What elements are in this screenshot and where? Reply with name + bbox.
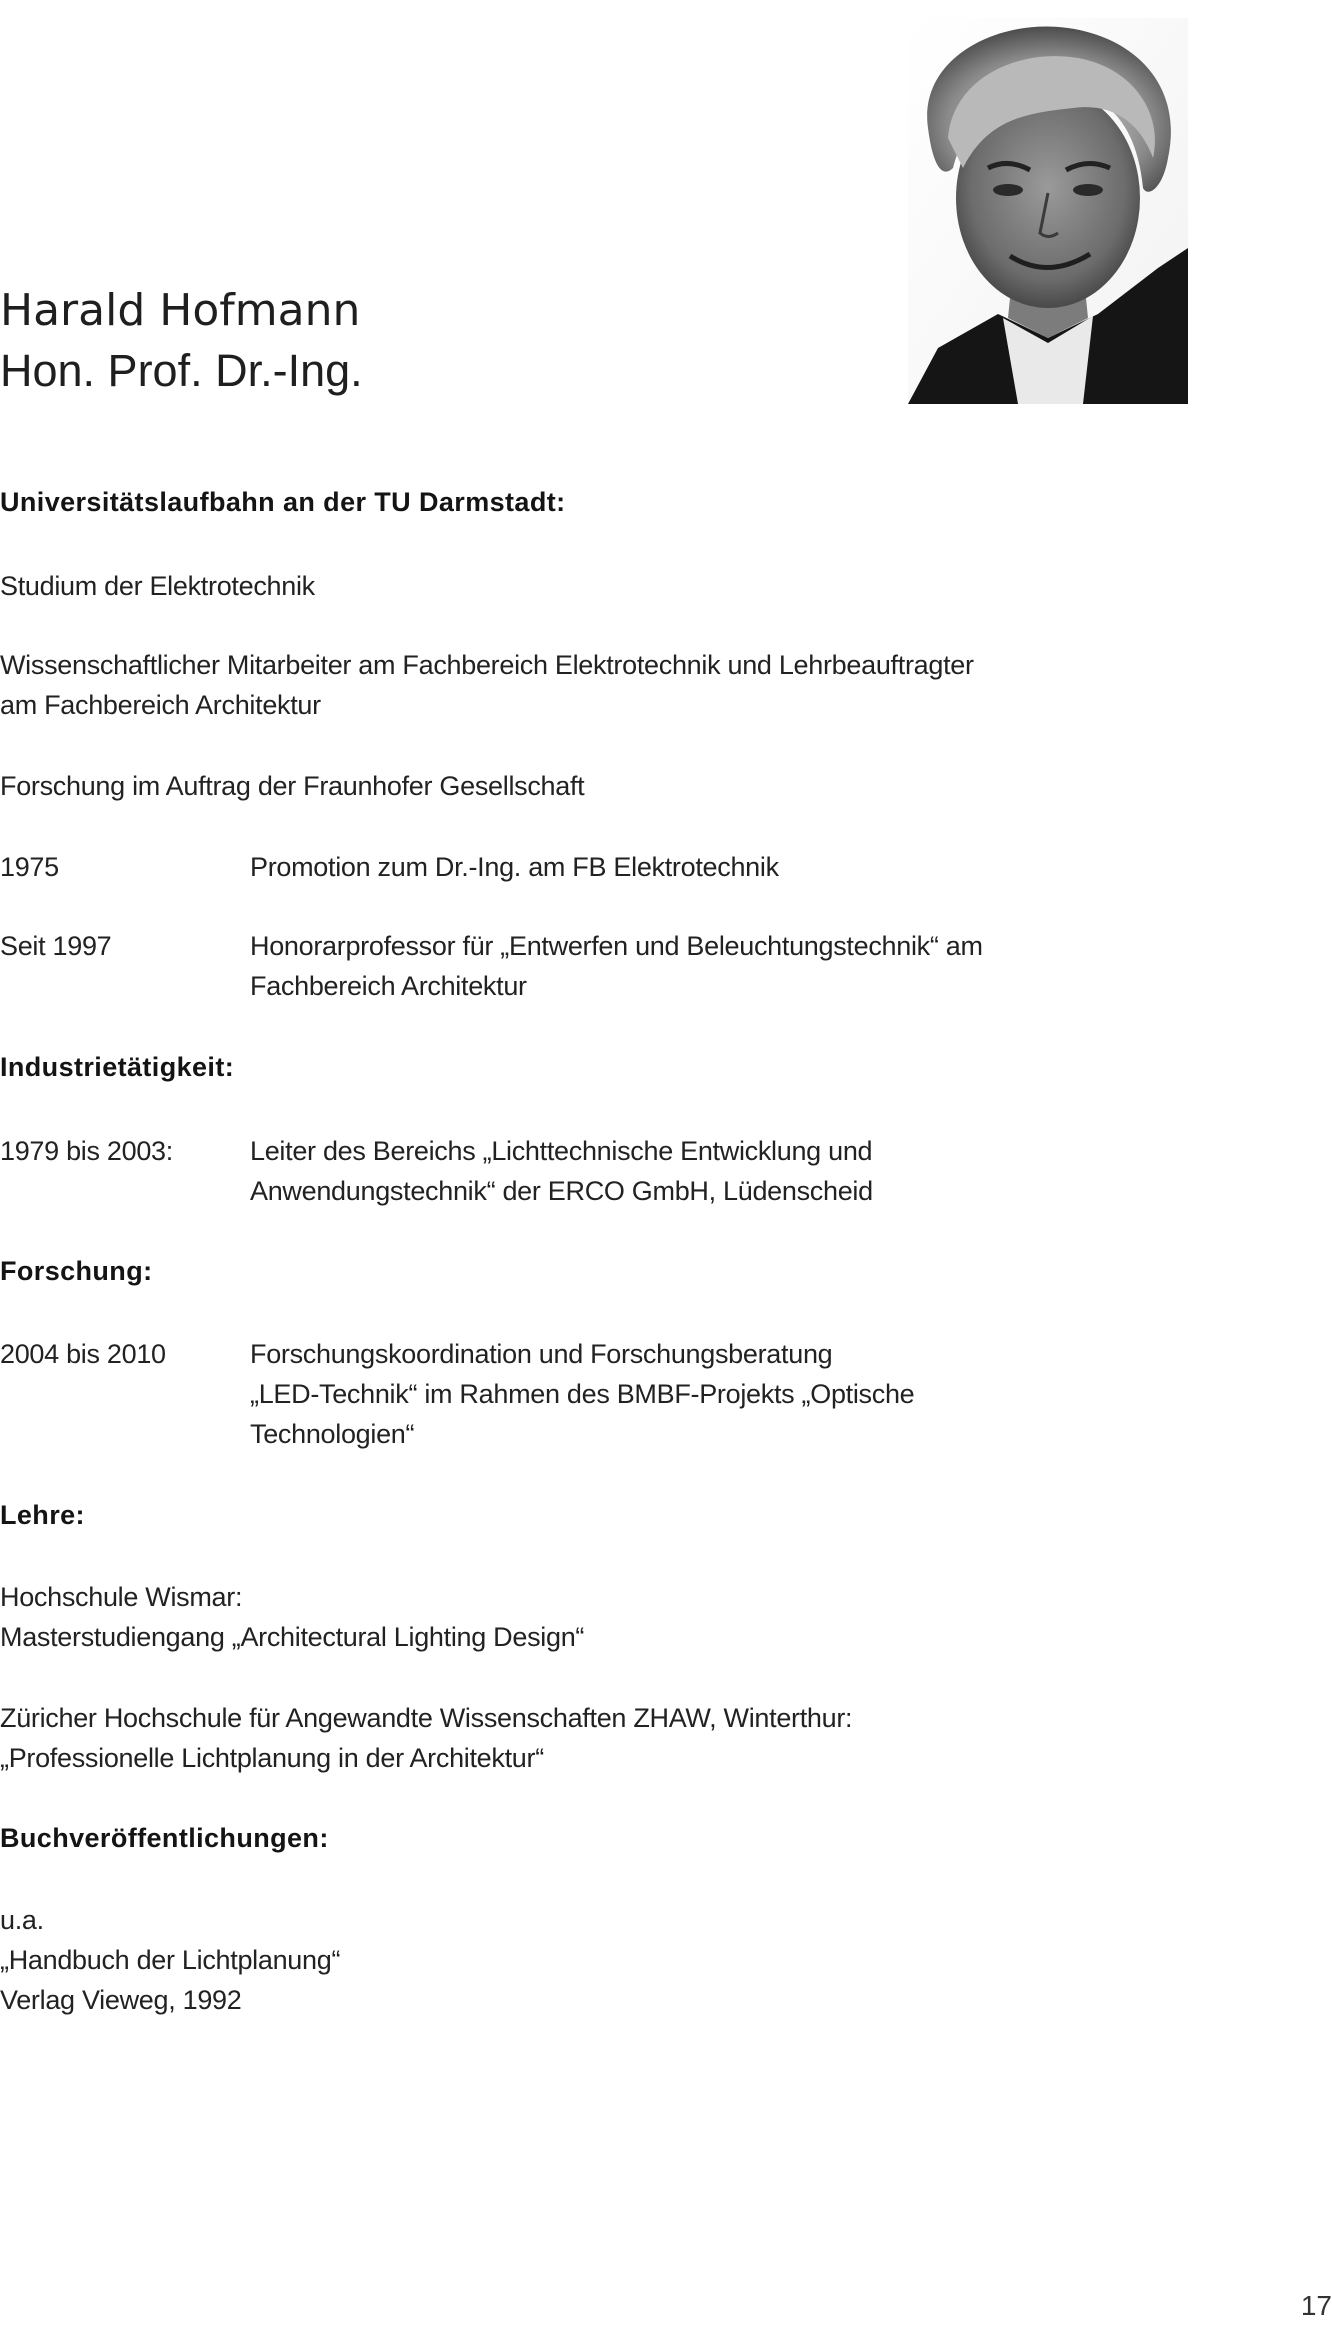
book-line: „Handbuch der Lichtplanung“: [0, 1945, 341, 1975]
book-line: Verlag Vieweg, 1992: [0, 1985, 242, 2015]
teaching-block-zhaw: [0, 1698, 852, 1778]
section-heading-university: Universitätslaufbahn an der TU Darmstadt:: [0, 487, 566, 517]
books-list: [0, 1900, 340, 2020]
teaching-line: „Professionelle Lichtplanung in der Architektur“: [0, 1743, 544, 1773]
study-line: Studium der Elektrotechnik: [0, 571, 315, 601]
entry-description: [250, 847, 779, 887]
section-heading-teaching: Lehre:: [0, 1500, 85, 1530]
industry-description: [250, 1131, 873, 1211]
research-assistant-text: [0, 645, 974, 725]
teaching-line: Hochschule Wismar:: [0, 1582, 243, 1612]
book-line: u.a.: [0, 1905, 44, 1935]
research-line: Forschungskoordination und Forschungsberatung: [250, 1339, 833, 1369]
entry-year: Seit 1997: [0, 931, 112, 961]
entry-year: 1975: [0, 852, 59, 882]
industry-line: Anwendungstechnik“ der ERCO GmbH, Lüdenscheid: [250, 1176, 873, 1206]
research-assistant-line-2: am Fachbereich Architektur: [0, 690, 321, 720]
entry-line: Promotion zum Dr.-Ing. am FB Elektrotechnik: [250, 852, 779, 882]
industry-year: 1979 bis 2003:: [0, 1136, 173, 1166]
research-line: Technologien“: [250, 1419, 415, 1449]
teaching-line: Masterstudiengang „Architectural Lighting Design“: [0, 1622, 585, 1652]
entry-line: Fachbereich Architektur: [250, 971, 527, 1001]
entry-description: [250, 926, 983, 1006]
teaching-line: Züricher Hochschule für Angewandte Wissenschaften ZHAW, Winterthur:: [0, 1703, 853, 1733]
person-name: Harald Hofmann: [0, 285, 361, 336]
section-heading-industry: Industrietätigkeit:: [0, 1052, 235, 1082]
teaching-block-wismar: [0, 1577, 584, 1657]
portrait-photo: [908, 18, 1188, 404]
page-number: 17: [1300, 2290, 1332, 2321]
research-year: 2004 bis 2010: [0, 1339, 166, 1369]
research-assistant-line-1: Wissenschaftlicher Mitarbeiter am Fachbereich Elektrotechnik und Lehrbeauftragter: [0, 650, 974, 680]
research-line: „LED-Technik“ im Rahmen des BMBF-Projekts „Optische: [250, 1379, 915, 1409]
industry-line: Leiter des Bereichs „Lichttechnische Entwicklung und: [250, 1136, 873, 1166]
research-description: [250, 1334, 914, 1454]
section-heading-research: Forschung:: [0, 1256, 153, 1286]
entry-line: Honorarprofessor für „Entwerfen und Beleuchtungstechnik“ am: [250, 931, 983, 961]
section-heading-books: Buchveröffentlichungen:: [0, 1823, 329, 1853]
fraunhofer-line: Forschung im Auftrag der Fraunhofer Gesellschaft: [0, 771, 585, 801]
person-title: Hon. Prof. Dr.-Ing.: [0, 345, 363, 396]
